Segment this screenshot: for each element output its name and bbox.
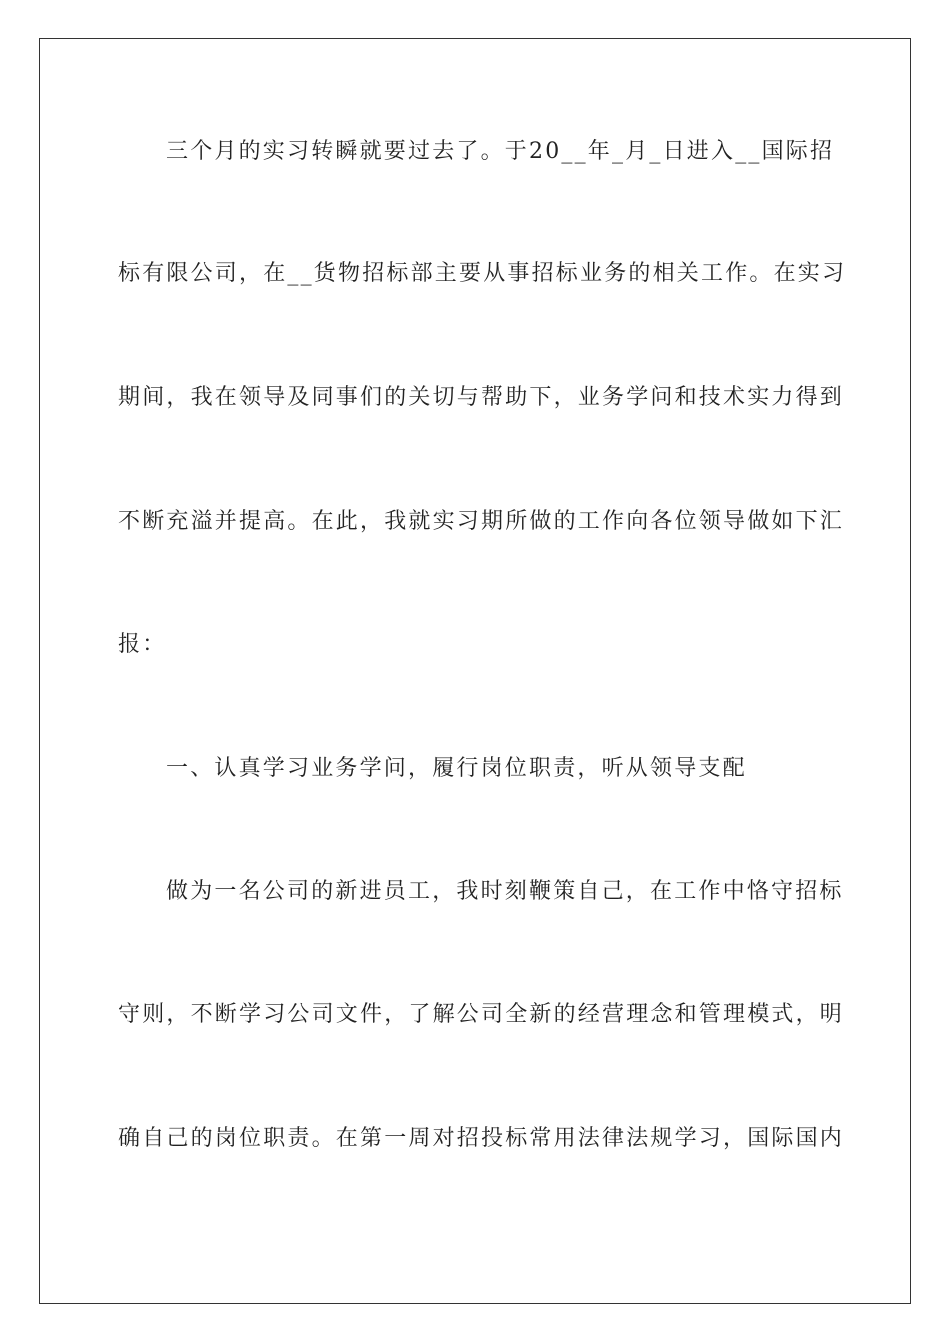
page-border: [39, 38, 911, 1304]
paragraph-1-line-1: 三个月的实习转瞬就要过去了。于20__年_月_日进入__国际招: [166, 139, 835, 164]
paragraph-1-line-2: 标有限公司，在__货物招标部主要从事招标业务的相关工作。在实习: [118, 261, 847, 286]
paragraph-1-line-4: 不断充溢并提高。在此，我就实习期所做的工作向各位领导做如下汇: [118, 509, 845, 534]
paragraph-2-line-1: 做为一名公司的新进员工，我时刻鞭策自己，在工作中恪守招标: [166, 879, 844, 904]
paragraph-2-line-3: 确自己的岗位职责。在第一周对招投标常用法律法规学习，国际国内: [118, 1126, 845, 1151]
paragraph-1-line-5: 报：: [118, 632, 167, 657]
paragraph-2-line-2: 守则，不断学习公司文件，了解公司全新的经营理念和管理模式，明: [118, 1002, 845, 1027]
section-heading-1: 一、认真学习业务学问，履行岗位职责，听从领导支配: [166, 756, 747, 781]
paragraph-1-line-3: 期间，我在领导及同事们的关切与帮助下，业务学问和技术实力得到: [118, 385, 845, 410]
